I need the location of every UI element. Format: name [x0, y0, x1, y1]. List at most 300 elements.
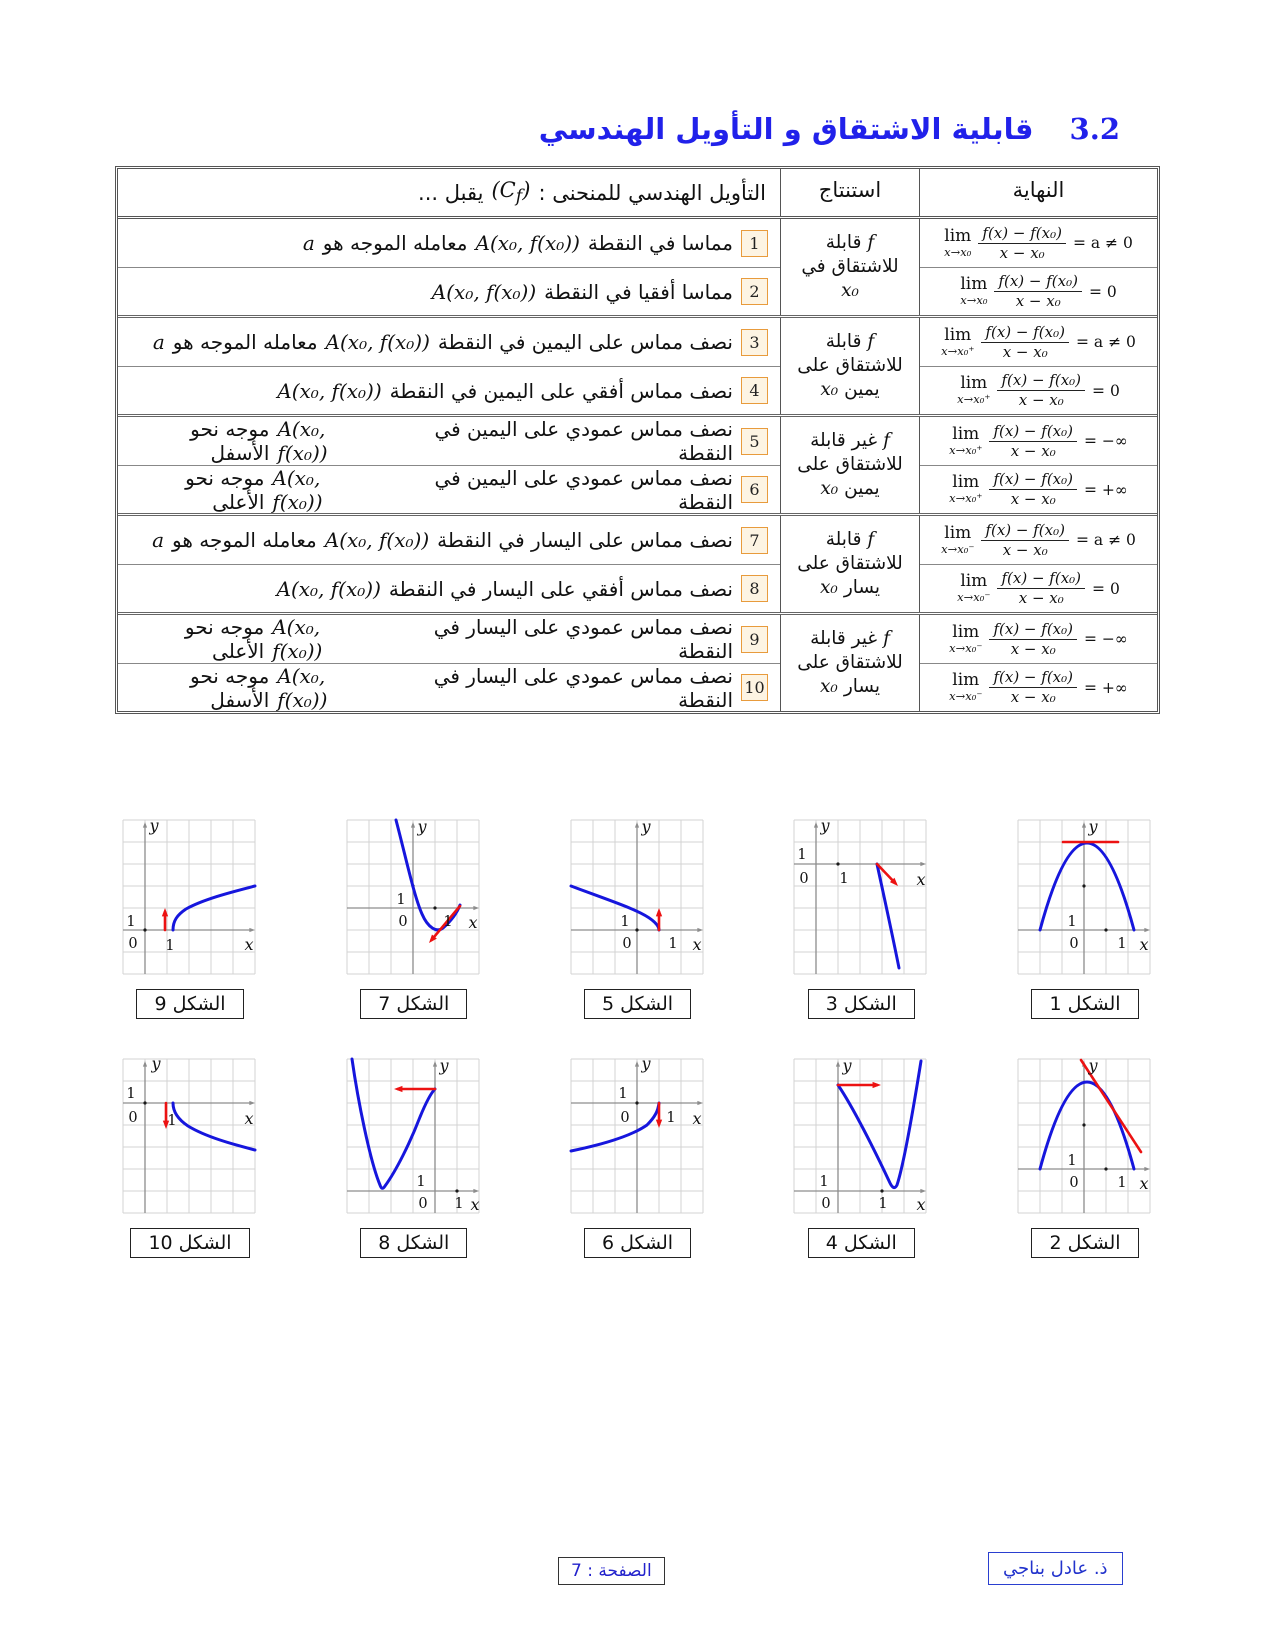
- figure-caption: الشكل 5: [584, 989, 691, 1019]
- figure-plot: [1015, 816, 1155, 976]
- table-row-interpretation: [118, 219, 780, 267]
- limit-word: lim: [952, 423, 980, 444]
- tick-dot: [881, 1190, 884, 1193]
- axis-number-label: 0: [821, 1196, 831, 1213]
- figure-plot: [568, 1055, 708, 1215]
- axis-number-label: 1: [839, 871, 849, 888]
- conclusion-line2: للاشتقاق على: [797, 355, 903, 377]
- quotient-denominator: x − x₀: [1010, 688, 1056, 707]
- figure-caption: الشكل 2: [1031, 1228, 1138, 1258]
- limit-lim-block: [957, 573, 990, 604]
- figure-plot: [120, 1055, 260, 1215]
- axis-number-label: 0: [128, 1110, 138, 1127]
- table-group: [118, 612, 1157, 711]
- figure-block: [1010, 816, 1160, 1019]
- conclusion-cell: [780, 615, 920, 711]
- x-axis-arrow: [1144, 1167, 1150, 1171]
- table-row-interpretation: [118, 366, 780, 414]
- conclusion-cell: [780, 516, 920, 612]
- curve-symbol: $(C_f)$: [491, 178, 531, 208]
- table-row-interpretation: [118, 318, 780, 366]
- quotient-denominator: x − x₀: [1002, 342, 1048, 361]
- page-content: [115, 0, 1160, 1258]
- quotient-numerator: f(x) − f(x₀): [989, 422, 1077, 442]
- limit-word: lim: [952, 621, 980, 642]
- interp-text-after: معامله الموجه هو: [172, 330, 318, 355]
- point-notation: A(x₀, f(x₀)): [324, 528, 430, 553]
- figure-caption: الشكل 10: [130, 1228, 249, 1258]
- axis-number-label: 0: [1069, 1175, 1079, 1192]
- axis-number-label: 1: [126, 914, 136, 931]
- point-notation: A(x₀, f(x₀)): [325, 330, 430, 355]
- page-number-box: الصفحة : 7: [558, 1557, 665, 1585]
- function-symbol: f: [867, 331, 875, 353]
- axis-number-label: 1: [454, 1196, 464, 1213]
- figure-caption: الشكل 1: [1031, 989, 1138, 1019]
- axis-number-label: 0: [418, 1196, 428, 1213]
- limit-value: = 0: [1089, 282, 1117, 301]
- limit-formula: [920, 465, 1157, 513]
- axis-letter-label: x: [468, 913, 478, 933]
- axis-letter-label: x: [1139, 935, 1149, 955]
- axis-number-label: 0: [1069, 936, 1079, 953]
- section-number: 3.2: [1069, 112, 1120, 146]
- figure-plot: [791, 816, 931, 976]
- conclusion-line3: [820, 675, 880, 699]
- figure-caption: الشكل 8: [360, 1228, 467, 1258]
- axis-letter-label: y: [151, 1055, 161, 1074]
- conclusion-side: يمين: [844, 478, 880, 500]
- conclusion-line2: للاشتقاق على: [797, 553, 903, 575]
- limit-word: lim: [944, 324, 972, 345]
- table-group: [118, 315, 1157, 414]
- tick-dot: [143, 1102, 146, 1105]
- interp-text-after: موجه نحو الأعلى: [185, 465, 265, 514]
- function-curve: [173, 1103, 255, 1150]
- axis-letter-label: x: [1139, 1174, 1149, 1194]
- axis-letter-label: y: [149, 816, 159, 836]
- half-tangent-arrowhead: [655, 908, 661, 916]
- tick-dot: [1082, 1124, 1085, 1127]
- limit-formula: [920, 663, 1157, 711]
- limit-value: = a ≠ 0: [1076, 333, 1136, 352]
- figure-caption: الشكل 9: [136, 989, 243, 1019]
- row-number-badge: 7: [741, 527, 768, 554]
- axis-letter-label: x: [691, 1109, 702, 1129]
- figure-plot: [344, 816, 484, 976]
- limit-word: lim: [952, 472, 980, 493]
- limit-approach: x→x₀: [944, 244, 972, 259]
- limit-word: lim: [944, 522, 972, 543]
- difference-quotient: [997, 371, 1085, 410]
- quotient-numerator: f(x) − f(x₀): [989, 668, 1077, 688]
- axis-number-label: 1: [1117, 1175, 1127, 1192]
- difference-quotient: [981, 323, 1069, 362]
- conclusion-cell: [780, 219, 920, 315]
- limit-approach: x→x₀⁻: [949, 640, 983, 655]
- limit-approach: x→x₀⁺: [949, 442, 983, 457]
- interp-text-before: نصف مماس على اليسار في النقطة: [437, 528, 733, 553]
- section-title-text: قابلية الاشتقاق و التأويل الهندسي: [538, 112, 1034, 146]
- figure-block: [786, 1055, 936, 1258]
- table-row-interpretation: [118, 516, 780, 564]
- table-group: [118, 219, 1157, 315]
- interp-text-before: نصف مماس على اليمين في النقطة: [437, 330, 733, 355]
- half-tangent-arrowhead: [655, 1120, 661, 1128]
- conclusion-status: قابلة: [825, 232, 862, 254]
- y-axis-arrow: [411, 822, 415, 828]
- difference-quotient: [994, 272, 1082, 311]
- quotient-denominator: x − x₀: [1010, 490, 1056, 509]
- limit-lim-block: [960, 276, 987, 307]
- author-box: ذ. عادل بناجي: [988, 1552, 1123, 1585]
- y-axis-arrow: [836, 1061, 840, 1067]
- figure-block: [1010, 1055, 1160, 1258]
- tick-dot: [635, 929, 638, 932]
- y-axis-arrow: [433, 1061, 437, 1067]
- conclusion-status: قابلة: [825, 529, 862, 551]
- limit-formula: [920, 318, 1157, 366]
- row-number-badge: 2: [741, 278, 768, 305]
- point-notation: A(x₀, f(x₀)): [277, 417, 328, 466]
- interp-text-before: نصف مماس عمودي على اليسار في النقطة: [433, 615, 733, 664]
- conclusion-line1: [826, 330, 875, 354]
- tick-dot: [1082, 885, 1085, 888]
- axis-number-label: 1: [396, 892, 406, 909]
- conclusion-line3: [820, 378, 879, 402]
- quotient-numerator: f(x) − f(x₀): [989, 620, 1077, 640]
- limit-formula: [920, 267, 1157, 315]
- point-notation: A(x₀, f(x₀)): [475, 231, 580, 256]
- interp-text-after: موجه نحو الأسفل: [190, 417, 270, 466]
- conclusion-side: يسار: [843, 676, 881, 698]
- table-row-interpretation: [118, 564, 780, 612]
- limit-lim-block: [957, 375, 990, 406]
- header-interpretation: [118, 169, 780, 216]
- derivability-table: [115, 166, 1160, 714]
- slope-symbol: a: [152, 330, 165, 355]
- row-number-badge: 6: [741, 476, 768, 503]
- table-row-interpretation: [118, 615, 780, 663]
- axis-number-label: 1: [1117, 936, 1127, 953]
- limit-value: = a ≠ 0: [1076, 531, 1136, 550]
- x0-symbol: x₀: [820, 478, 839, 500]
- figure-block: [339, 816, 489, 1019]
- table-body: [118, 219, 1157, 711]
- quotient-numerator: f(x) − f(x₀): [981, 323, 1069, 343]
- limit-value: = +∞: [1084, 678, 1128, 697]
- x-axis-arrow: [921, 862, 927, 866]
- table-group: [118, 513, 1157, 612]
- quotient-numerator: f(x) − f(x₀): [978, 224, 1066, 244]
- difference-quotient: [978, 224, 1066, 263]
- limit-formula: [920, 417, 1157, 465]
- quotient-numerator: f(x) − f(x₀): [997, 371, 1085, 391]
- difference-quotient: [981, 521, 1069, 560]
- x0-symbol: x₀: [841, 280, 859, 302]
- header-interp-before: التأويل الهندسي للمنحنى :: [538, 180, 766, 205]
- figure-plot: [568, 816, 708, 976]
- interp-text-before: مماسا أفقيا في النقطة: [544, 279, 733, 304]
- conclusion-line1: [810, 429, 890, 453]
- table-row-interpretation: [118, 267, 780, 315]
- interp-text-before: نصف مماس أفقي على اليمين في النقطة: [389, 378, 733, 403]
- difference-quotient: [989, 470, 1077, 509]
- axis-number-label: 0: [621, 936, 632, 953]
- axis-number-label: 1: [797, 847, 807, 864]
- figure-plot: [120, 816, 260, 976]
- x0-symbol: x₀: [819, 577, 838, 599]
- row-number-badge: 9: [741, 626, 768, 653]
- limit-lim-block: [941, 324, 975, 358]
- table-header-row: [118, 169, 1157, 219]
- interp-text-after: موجه نحو الأعلى: [184, 615, 265, 664]
- figure-block: [115, 1055, 265, 1258]
- quotient-denominator: x − x₀: [1018, 391, 1064, 410]
- axis-number-label: 0: [799, 871, 809, 888]
- table-group: [118, 414, 1157, 513]
- function-symbol: f: [883, 628, 890, 650]
- limit-formula: [920, 219, 1157, 267]
- axis-number-label: 1: [416, 1174, 426, 1191]
- x-axis-arrow: [473, 906, 479, 910]
- axis-letter-label: y: [640, 1055, 651, 1074]
- limit-lim-block: [944, 225, 972, 259]
- interp-text-after: معامله الموجه هو: [172, 528, 317, 553]
- limit-approach: x→x₀⁻: [957, 590, 991, 605]
- conclusion-line3: [820, 576, 880, 600]
- limit-value: = −∞: [1084, 432, 1128, 451]
- conclusion-line1: [810, 627, 890, 651]
- y-axis-arrow: [634, 822, 638, 828]
- point-notation: A(x₀, f(x₀)): [277, 378, 382, 403]
- conclusion-status: قابلة: [825, 331, 862, 353]
- interp-text-before: نصف مماس عمودي على اليمين في النقطة: [434, 465, 733, 514]
- conclusion-line2: للاشتقاق في: [801, 256, 899, 278]
- quotient-numerator: f(x) − f(x₀): [997, 569, 1085, 589]
- row-number-badge: 5: [741, 428, 768, 455]
- figure-block: [563, 816, 713, 1019]
- axis-number-label: 1: [167, 1113, 177, 1130]
- difference-quotient: [989, 620, 1077, 659]
- function-symbol: f: [883, 430, 890, 452]
- x-axis-arrow: [249, 1101, 255, 1105]
- limit-formula: [920, 615, 1157, 663]
- x-axis-arrow: [473, 1189, 479, 1193]
- axis-number-label: 0: [128, 936, 138, 953]
- limit-value: = 0: [1092, 579, 1120, 598]
- tick-dot: [1104, 1168, 1107, 1171]
- tick-dot: [837, 863, 840, 866]
- figures-section: [115, 816, 1160, 1258]
- axis-number-label: 1: [819, 1174, 829, 1191]
- table-row-interpretation: [118, 663, 780, 711]
- y-axis-arrow: [634, 1061, 638, 1067]
- row-number-badge: 8: [741, 575, 768, 602]
- x-axis-arrow: [921, 1189, 927, 1193]
- difference-quotient: [997, 569, 1085, 608]
- conclusion-line1: [826, 528, 875, 552]
- y-axis-arrow: [1082, 822, 1086, 828]
- limit-value: = a ≠ 0: [1072, 234, 1133, 253]
- interp-text-before: نصف مماس أفقي على اليسار في النقطة: [388, 576, 733, 601]
- figure-block: [563, 1055, 713, 1258]
- conclusion-line3: [820, 477, 879, 501]
- slope-symbol: a: [152, 528, 165, 553]
- limit-value: = −∞: [1084, 630, 1128, 649]
- limit-word: lim: [960, 571, 988, 592]
- limit-approach: x→x₀: [960, 293, 988, 308]
- limit-approach: x→x₀⁻: [941, 541, 975, 556]
- tick-dot: [635, 1102, 638, 1105]
- limit-approach: x→x₀⁻: [949, 689, 983, 704]
- conclusion-cell: [780, 417, 920, 513]
- y-axis-arrow: [814, 822, 818, 828]
- half-tangent-arrowhead: [873, 1082, 881, 1088]
- x-axis-arrow: [697, 928, 703, 932]
- figure-caption: الشكل 6: [584, 1228, 691, 1258]
- quotient-denominator: x − x₀: [1002, 540, 1048, 559]
- slope-symbol: a: [302, 231, 315, 256]
- limit-lim-block: [949, 621, 983, 655]
- axis-number-label: 1: [878, 1196, 888, 1213]
- x-axis-arrow: [697, 1101, 703, 1105]
- interp-text-before: نصف مماس عمودي على اليسار في النقطة: [433, 663, 733, 712]
- limit-formula: [920, 366, 1157, 414]
- axis-letter-label: x: [691, 935, 702, 955]
- y-axis-arrow: [143, 822, 147, 828]
- half-tangent-arrowhead: [394, 1086, 402, 1092]
- figure-block: [786, 816, 936, 1019]
- limit-word: lim: [960, 373, 988, 394]
- axis-letter-label: y: [417, 817, 427, 837]
- x-axis-arrow: [249, 928, 255, 932]
- conclusion-cell: [780, 318, 920, 414]
- limit-lim-block: [949, 672, 982, 703]
- point-notation: A(x₀, f(x₀)): [277, 663, 328, 712]
- axis-number-label: 1: [619, 914, 630, 931]
- limit-approach: x→x₀⁺: [949, 491, 983, 506]
- row-number-badge: 3: [741, 329, 768, 356]
- axis-number-label: 1: [1067, 914, 1077, 931]
- figure-block: [339, 1055, 489, 1258]
- axis-number-label: 1: [1067, 1153, 1077, 1170]
- tick-dot: [433, 907, 436, 910]
- axis-letter-label: y: [1088, 817, 1098, 837]
- interp-text-after: موجه نحو الأسفل: [189, 663, 270, 712]
- figure-plot: [791, 1055, 931, 1215]
- row-number-badge: 1: [741, 230, 768, 257]
- limit-lim-block: [949, 423, 983, 457]
- function-symbol: f: [867, 232, 875, 254]
- quotient-numerator: f(x) − f(x₀): [994, 272, 1082, 292]
- limit-word: lim: [960, 274, 988, 295]
- figure-caption: الشكل 7: [360, 989, 467, 1019]
- point-notation: A(x₀, f(x₀)): [272, 615, 323, 664]
- axis-letter-label: x: [470, 1195, 480, 1215]
- y-axis-arrow: [143, 1061, 147, 1067]
- conclusion-line2: للاشتقاق على: [797, 652, 903, 674]
- figures-row-bottom: [115, 1055, 1160, 1258]
- figure-caption: الشكل 4: [808, 1228, 915, 1258]
- limit-approach: x→x₀⁺: [957, 392, 991, 407]
- limit-lim-block: [949, 474, 982, 505]
- header-conclusion: استنتاج: [780, 169, 920, 216]
- conclusion-status: غير قابلة: [810, 430, 878, 452]
- axis-number-label: 1: [665, 1110, 676, 1127]
- tick-dot: [143, 929, 146, 932]
- quotient-denominator: x − x₀: [1010, 441, 1056, 460]
- limit-word: lim: [952, 670, 980, 691]
- quotient-denominator: x − x₀: [1018, 589, 1064, 608]
- limit-value: = 0: [1092, 381, 1120, 400]
- quotient-denominator: x − x₀: [1015, 292, 1061, 311]
- tick-dot: [455, 1190, 458, 1193]
- limit-formula: [920, 564, 1157, 612]
- point-notation: A(x₀, f(x₀)): [272, 465, 323, 514]
- conclusion-line1: [826, 231, 875, 255]
- difference-quotient: [989, 668, 1077, 707]
- quotient-numerator: f(x) − f(x₀): [989, 470, 1077, 490]
- x-axis-arrow: [1144, 928, 1150, 932]
- conclusion-line2: للاشتقاق على: [797, 454, 903, 476]
- quotient-denominator: x − x₀: [999, 243, 1045, 262]
- header-interp-after: يقبل ...: [418, 180, 484, 205]
- axis-number-label: 0: [619, 1110, 630, 1127]
- header-limit: النهاية: [1012, 178, 1065, 202]
- row-number-badge: 10: [741, 674, 768, 701]
- figure-plot: [1015, 1055, 1155, 1215]
- axis-number-label: 1: [126, 1086, 136, 1103]
- figures-row-top: [115, 816, 1160, 1019]
- tick-dot: [1104, 929, 1107, 932]
- interp-text-after: معامله الموجه هو: [322, 231, 468, 256]
- limit-approach: x→x₀⁺: [941, 343, 975, 358]
- axis-letter-label: x: [244, 935, 254, 955]
- axis-letter-label: y: [640, 817, 651, 837]
- table-row-interpretation: [118, 465, 780, 513]
- axis-letter-label: x: [916, 870, 926, 890]
- axis-letter-label: y: [820, 816, 830, 836]
- figure-caption: الشكل 3: [808, 989, 915, 1019]
- axis-letter-label: y: [439, 1056, 449, 1076]
- difference-quotient: [989, 422, 1077, 461]
- figure-plot: [344, 1055, 484, 1215]
- conclusion-line3: [841, 279, 859, 303]
- limit-word: lim: [944, 225, 972, 246]
- interp-text-before: نصف مماس عمودي على اليمين في النقطة: [434, 417, 733, 466]
- conclusion-status: غير قابلة: [810, 628, 878, 650]
- axis-number-label: 0: [398, 914, 408, 931]
- axis-letter-label: y: [842, 1056, 852, 1076]
- axis-number-label: 1: [165, 938, 175, 955]
- limit-formula: [920, 516, 1157, 564]
- axis-letter-label: x: [916, 1195, 926, 1215]
- axis-number-label: 1: [443, 914, 453, 931]
- figure-block: [115, 816, 265, 1019]
- axis-number-label: 1: [667, 936, 678, 953]
- table-row-interpretation: [118, 417, 780, 465]
- limit-lim-block: [941, 522, 975, 556]
- conclusion-side: يسار: [843, 577, 881, 599]
- point-notation: A(x₀, f(x₀)): [431, 279, 537, 304]
- axis-number-label: 1: [617, 1086, 628, 1103]
- x0-symbol: x₀: [819, 676, 838, 698]
- point-notation: A(x₀, f(x₀)): [276, 576, 381, 601]
- interp-text-before: مماسا في النقطة: [587, 231, 733, 256]
- x0-symbol: x₀: [820, 379, 839, 401]
- quotient-numerator: f(x) − f(x₀): [981, 521, 1069, 541]
